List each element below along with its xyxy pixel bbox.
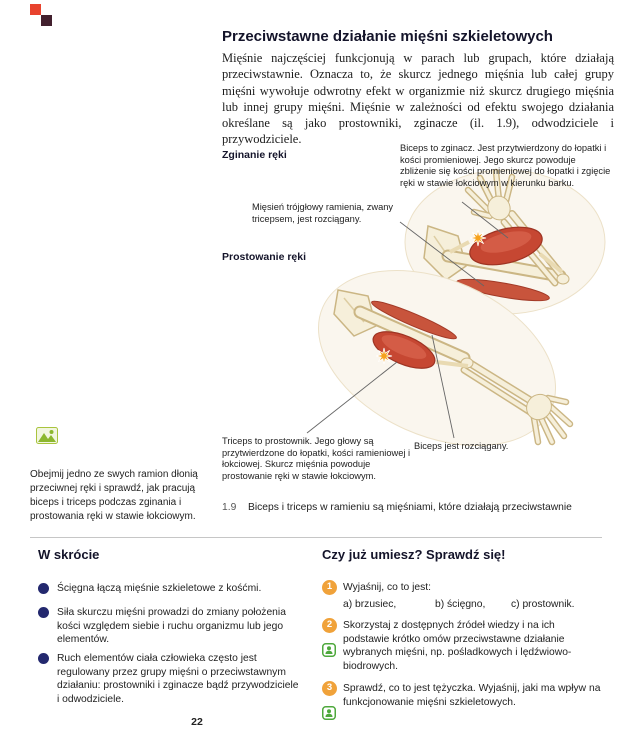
- quiz-number-badge: 2: [322, 618, 337, 633]
- summary-item-text: Ruch elementów ciała człowieka często jest regulowany przez grupy mięśni o przeciwstawnym działaniu: prostowniki i zginacze bądź przywodziciele i odwodziciele.: [57, 653, 299, 705]
- triceps-extensor-note: Triceps to prostownik. Jego głowy są przytwierdzone do łopatki, kości ramieniowej i łokciowej. Skurcz mięśnia powoduje prostowanie ręki w stawie łokciowym.: [222, 436, 411, 481]
- intro-paragraph: Mięśnie najczęściej funkcjonują w parach lub grupach, które działają przeciwstawnie. Oznacza to, że skurcz jednego mięśnia lub całej grupy mięśni wywołuje odwrotny efekt w organizmie niż skurcz drugiego mięśnia lub innej grupy mięśni. Mięśnie w zależności od efektu swojego działania określane są jako prostowniki, zginacze (il. 1.9), odwodziciele i przywodziciele.: [222, 51, 614, 147]
- page-number: 22: [191, 716, 203, 728]
- quiz-options: [343, 598, 602, 612]
- quiz-question-text: Sprawdź, co to jest tężyczka. Wyjaśnij, jaki ma wpływ na funkcjonowanie mięśni szkieletowych.: [343, 683, 601, 708]
- triceps-stretched-note: Mięsień trójgłowy ramienia, zwany tricepsem, jest rozciągany.: [252, 202, 394, 224]
- section-title: Przeciwstawne działanie mięśni szkieletowych: [222, 28, 553, 45]
- landscape-activity-icon: [36, 427, 58, 449]
- quiz-number-badge: 3: [322, 681, 337, 696]
- quiz-title: Czy już umiesz? Sprawdź się!: [322, 547, 506, 562]
- summary-title: W skrócie: [38, 547, 100, 562]
- figure-caption-text: Biceps i triceps w ramieniu są mięśniami, które działają przeciwstawnie: [248, 502, 572, 513]
- quiz-item: [322, 581, 602, 611]
- quiz-question-text: Skorzystaj z dostępnych źródeł wiedzy i na ich podstawie krótko omów przeciwstawne działanie wybranych mięśni, np. pośladkowych i lędźwiowo-biodrowych.: [343, 620, 572, 672]
- quiz-option-b: b) ścięgno,: [435, 598, 486, 610]
- contraction-starburst-icon: [376, 348, 392, 364]
- people-activity-icon: [322, 643, 336, 662]
- summary-item: [38, 582, 300, 596]
- figure-number: 1.9: [222, 502, 237, 513]
- publisher-logo: [30, 4, 56, 30]
- contraction-starburst-icon: [470, 230, 486, 246]
- summary-item: [38, 652, 300, 706]
- extension-label: Prostowanie ręki: [222, 251, 307, 263]
- quiz-option-c: c) prostownik.: [511, 598, 575, 610]
- people-activity-icon: [322, 706, 336, 725]
- bullet-icon: [38, 583, 49, 594]
- biceps-stretched-note: Biceps jest rozciągany.: [414, 441, 509, 451]
- quiz-number-badge: 1: [322, 580, 337, 595]
- section-divider: [30, 537, 602, 538]
- quiz-item: [322, 619, 602, 673]
- biceps-flexor-note: Biceps to zginacz. Jest przytwierdzony do łopatki i kości promieniowej. Jego skurcz powoduje zbliżenie się kości promieniowej do łopatki i zgięcie ręki w stawie łokciowym w kierunku barku.: [400, 143, 611, 188]
- bullet-icon: [38, 607, 49, 618]
- flexion-label: Zginanie ręki: [222, 149, 287, 161]
- summary-item-text: Ścięgna łączą mięśnie szkieletowe z kośćmi.: [57, 583, 262, 594]
- logo-red-square-icon: [30, 4, 41, 15]
- logo-dark-square-icon: [41, 15, 52, 26]
- quiz-option-a: a) brzusiec,: [343, 598, 397, 610]
- figure-caption: [222, 502, 612, 513]
- summary-item-text: Siła skurczu mięśni prowadzi do zmiany położenia kości względem siebie i ruchu organizmu lub jego elementów.: [57, 607, 286, 646]
- quiz-question-text: Wyjaśnij, co to jest:: [343, 582, 432, 593]
- sidebar-activity-text: Obejmij jedno ze swych ramion dłonią przeciwnej ręki i sprawdź, jak pracują biceps i triceps podczas zginania i prostowania ręki w stawie łokciowym.: [30, 469, 198, 522]
- summary-item: [38, 606, 300, 647]
- bullet-icon: [38, 653, 49, 664]
- quiz-item: [322, 682, 602, 709]
